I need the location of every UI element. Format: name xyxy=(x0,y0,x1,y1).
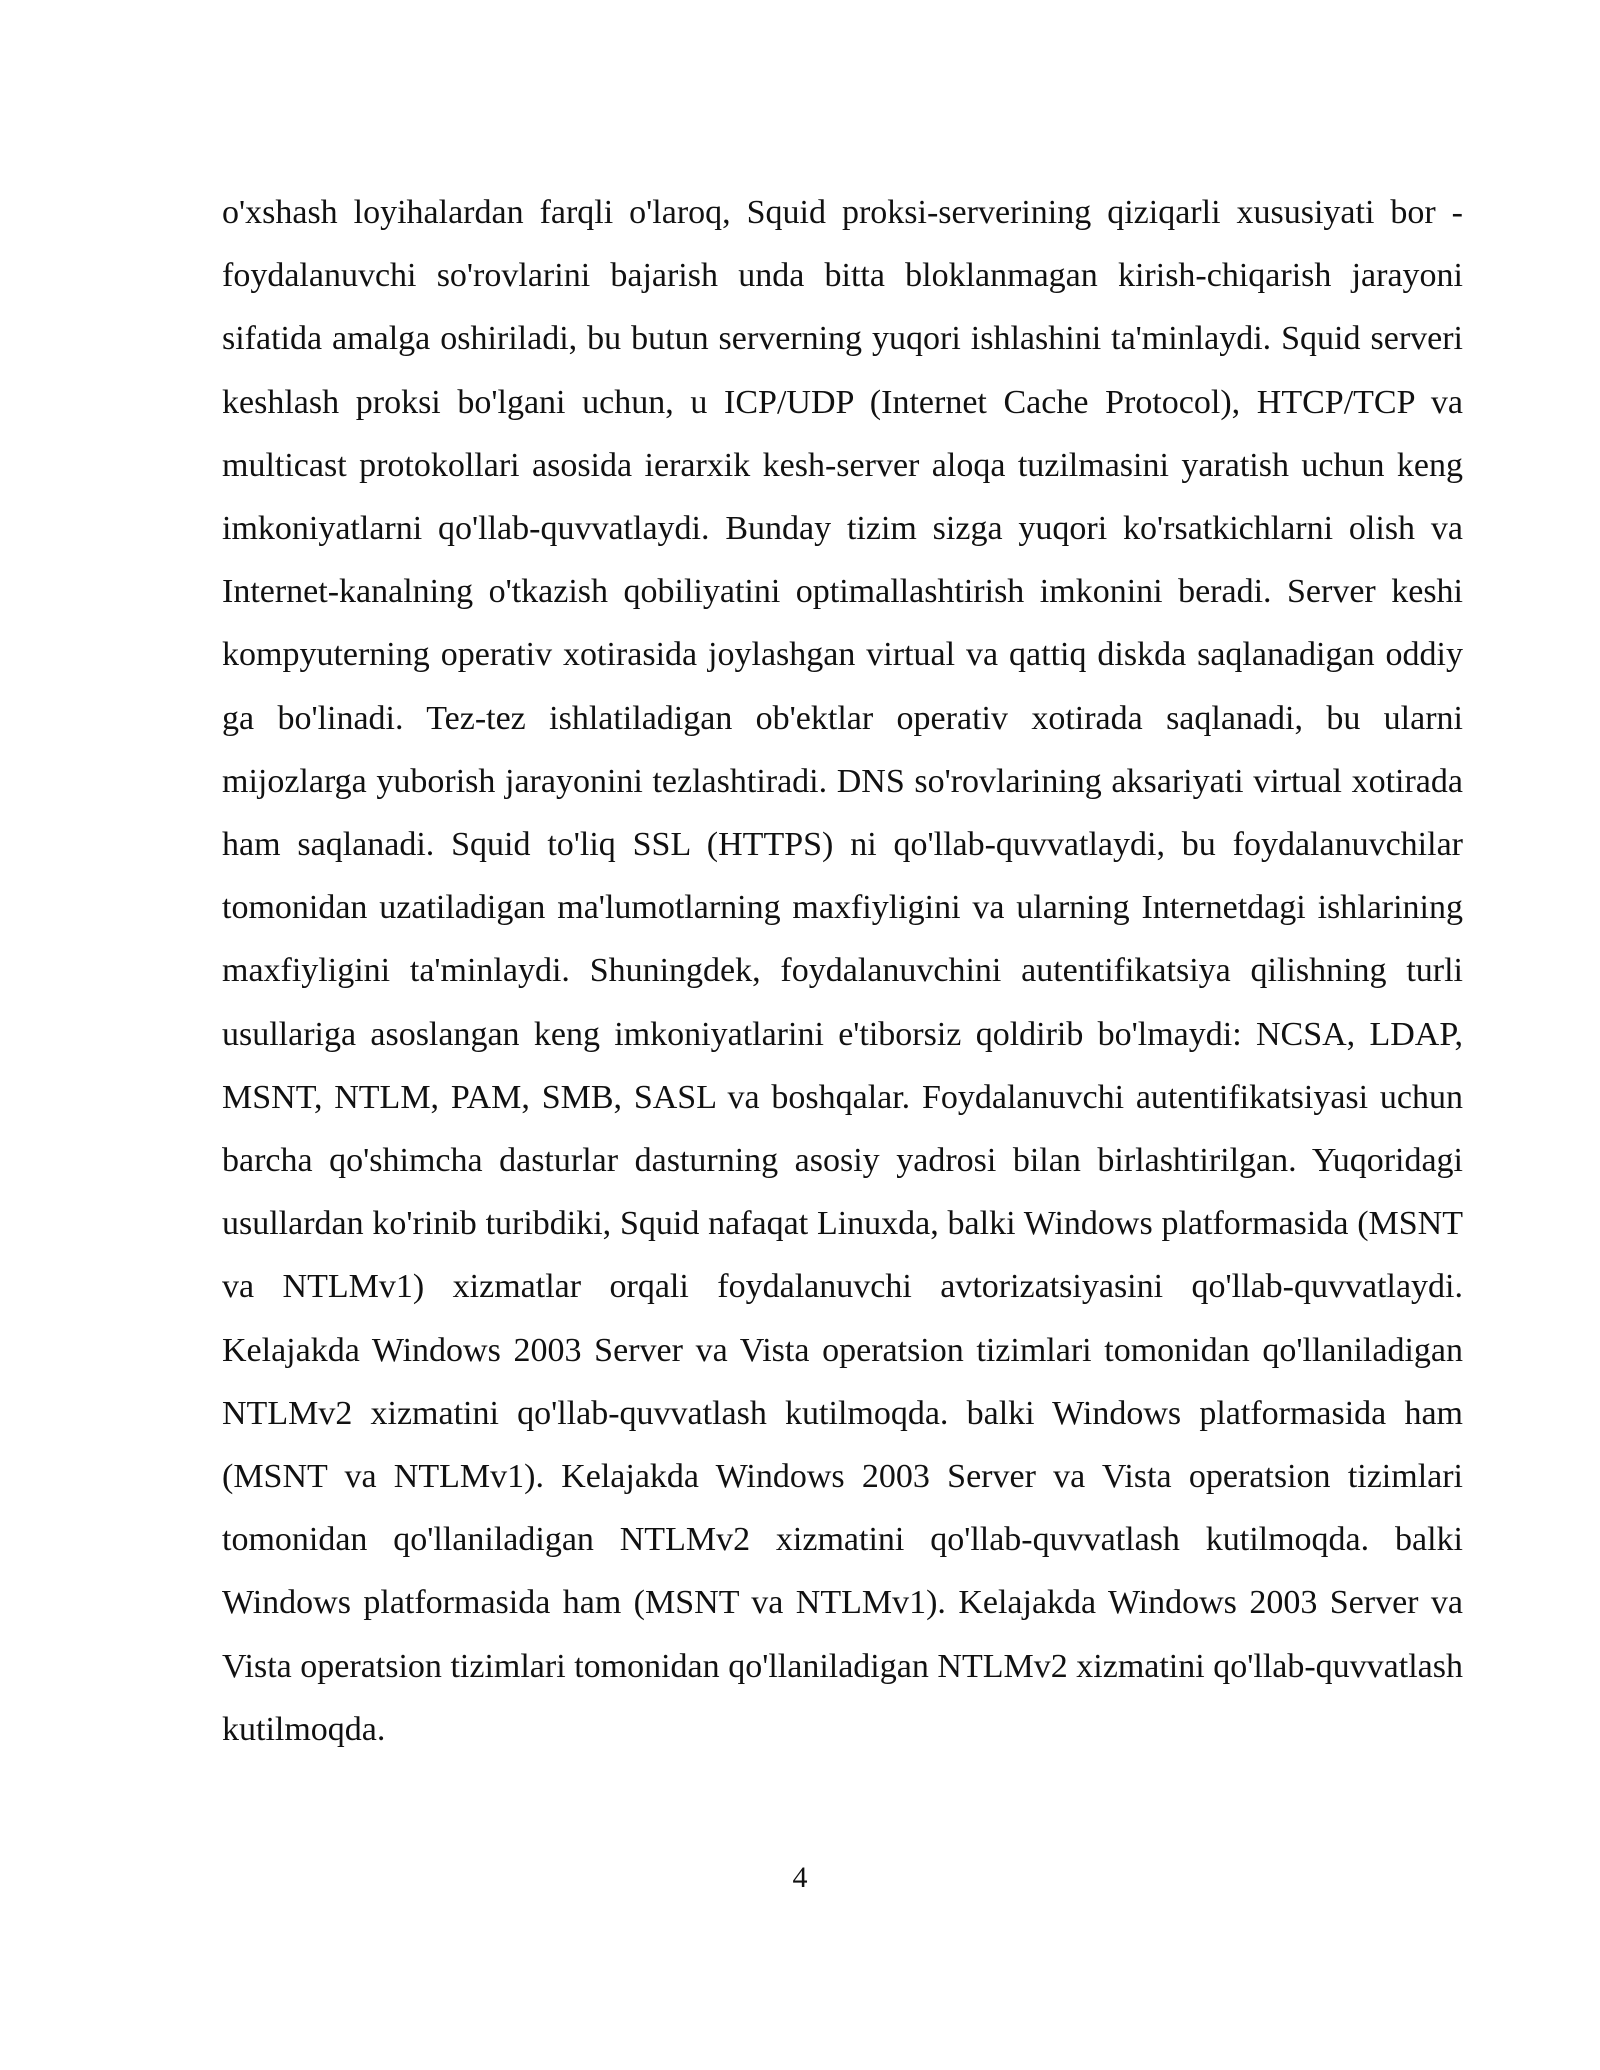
body-paragraph: o'xshash loyihalardan farqli o'laroq, Squid proksi-serverining qiziqarli xususiyati bor - foydalanuvchi so'rovlarini bajarish unda bitta bloklanmagan kirish-chiqarish jarayoni sifatida amalga oshiriladi, bu butun serverning yuqori ishlashini ta'minlaydi. Squid serveri keshlash proksi bo'lgani uchun, u ICP/UDP (Internet Cache Protocol), HTCP/TCP va multicast protokollari asosida ierarxik kesh-server aloqa tuzilmasini yaratish uchun keng imkoniyatlarni qo'llab-quvvatlaydi. Bunday tizim sizga yuqori ko'rsatkichlarni olish va Internet-kanalning o'tkazish qobiliyatini optimallashtirish imkonini beradi. Server keshi kompyuterning operativ xotirasida joylashgan virtual va qattiq diskda saqlanadigan oddiy ga bo'linadi. Tez-tez ishlatiladigan ob'ektlar operativ xotirada saqlanadi, bu ularni mijozlarga yuborish jarayonini tezlashtiradi. DNS so'rovlarining aksariyati virtual xotirada ham saqlanadi. Squid to'liq SSL (HTTPS) ni qo'llab-quvvatlaydi, bu foydalanuvchilar tomonidan uzatiladigan ma'lumotlarning maxfiyligini va ularning Internetdagi ishlarining maxfiyligini ta'minlaydi. Shuningdek, foydalanuvchini autentifikatsiya qilishning turli usullariga asoslangan keng imkoniyatlarini e'tiborsiz qoldirib bo'lmaydi: NCSA, LDAP, MSNT, NTLM, PAM, SMB, SASL va boshqalar. Foydalanuvchi autentifikatsiyasi uchun barcha qo'shimcha dasturlar dasturning asosiy yadrosi bilan birlashtirilgan. Yuqoridagi usullardan ko'rinib turibdiki, Squid nafaqat Linuxda, balki Windows platformasida (MSNT va NTLMv1) xizmatlar orqali foydalanuvchi avtorizatsiyasini qo'llab-quvvatlaydi. Kelajakda Windows 2003 Server va Vista operatsion tizimlari tomonidan qo'llaniladigan NTLMv2 xizmatini qo'llab-quvvatlash kutilmoqda. balki Windows platformasida ham (MSNT va NTLMv1). Kelajakda Windows 2003 Server va Vista operatsion tizimlari tomonidan qo'llaniladigan NTLMv2 xizmatini qo'llab-quvvatlash kutilmoqda. balki Windows platformasida ham (MSNT va NTLMv1). Kelajakda Windows 2003 Server va Vista operatsion tizimlari tomonidan qo'llaniladigan NTLMv2 xizmatini qo'llab-quvvatlash kutilmoqda. xyxy=(222,194,1463,1748)
page-number: 4 xyxy=(792,1861,808,1894)
